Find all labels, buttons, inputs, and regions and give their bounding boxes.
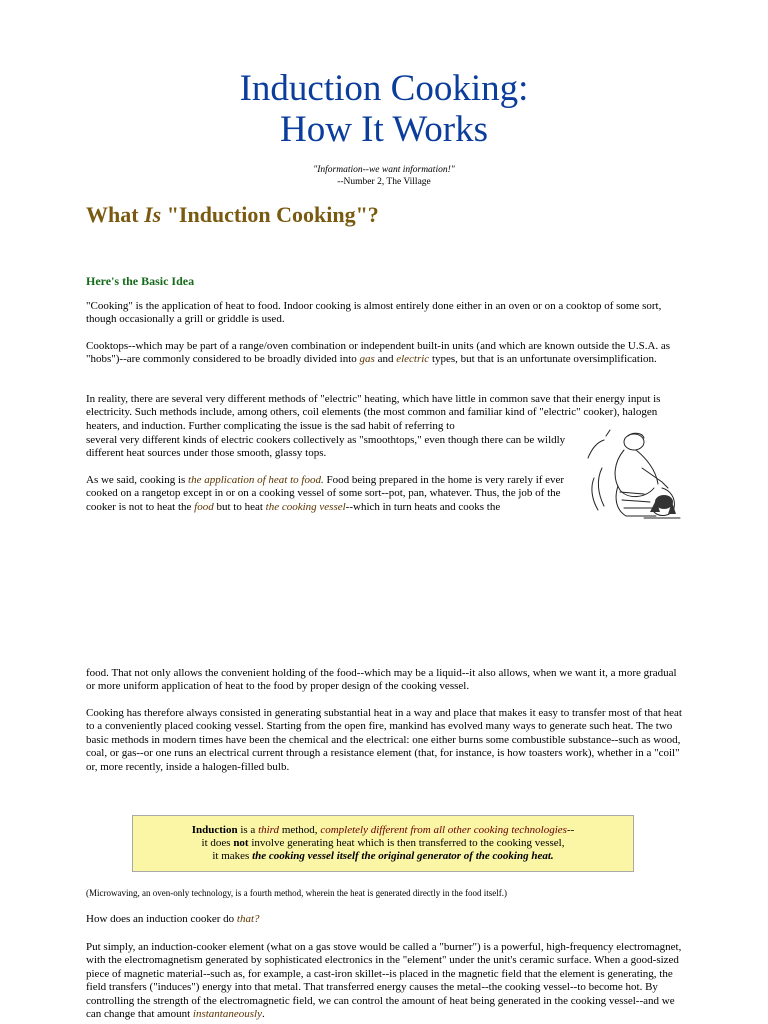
paragraph-smoothtops: several very different kinds of electric cookers collectively as "smoothtops," even though there can be wildly different heat sources under those smooth, glassy tops. <box>86 434 566 460</box>
p4-mid2: but to heat <box>213 500 266 513</box>
p2-gas: gas <box>359 353 375 366</box>
paragraph-food-holding: food. That not only allows the convenient holding of the food--which may be a liquid--it also allows, when we want it, a more gradual or more uniform application of heat to the food by proper design of the cooking vessel. <box>86 667 677 693</box>
p9-post: . <box>261 1008 265 1021</box>
p4-em-application: the application of heat to food. <box>188 474 324 486</box>
paragraph-how-question <box>86 913 686 926</box>
title-line-2: How It Works <box>279 109 489 150</box>
callout-line1-c: -- <box>566 824 575 836</box>
section-heading-pre: What <box>86 202 145 227</box>
subheading-basic-idea: Here's the Basic Idea <box>86 274 195 288</box>
callout-line-1 <box>133 824 633 837</box>
paragraph-electric-methods: In reality, there are several very different methods of "electric" heating, which have little in common save that their energy input is electricity. Such methods include, among others, coil elements (the most common and familiar kind of "electric" cooker), halogen heaters, and induction. Further complicating the issue is the sad habit of referring to <box>86 393 661 432</box>
p9-pre: Put simply, an induction-cooker element (what on a gas stove would be called a "burner") is a powerful, high-frequency electromagnet, with the electromagnetism generated by sophisticated electronics in the "element" under the unit's ceramic surface. When a good-sized piece of magnetic material--such as, for example, a cast-iron skillet--is placed in the magnetic field that the element is generating, the field transfers ("induces") energy into that metal. That transferred energy causes the metal--the cooking vessel--to become hot. By controlling the strength of the electromagnetic field, we can control the amount of heat being generated in the cooking vessel--and we can change that amount <box>86 941 682 1021</box>
paragraph-microwaving-note: (Microwaving, an oven-only technology, is a fourth method, wherein the heat is generated directly in the food itself.) <box>86 888 508 898</box>
p4-post: --which in turn heats and cooks the <box>345 500 501 513</box>
title-line-1: Induction Cooking: <box>239 68 529 109</box>
paragraph-induction-explained <box>86 941 686 1021</box>
callout-line3-a: it makes <box>212 850 253 862</box>
callout-line1-a: is a <box>237 824 259 836</box>
section-heading <box>86 201 379 229</box>
p8-em-that: that? <box>236 913 260 925</box>
p8-pre: How does an induction cooker do <box>86 913 237 925</box>
section-heading-em: Is <box>144 202 162 227</box>
callout-not: not <box>233 837 249 849</box>
epigraph-attribution: --Number 2, The Village <box>337 177 431 187</box>
p2-electric: electric <box>396 353 430 366</box>
callout-em-third: third <box>258 824 280 836</box>
p4-pre: As we said, cooking is <box>86 474 189 486</box>
p2-post: types, but that is an unfortunate oversimplification. <box>429 353 657 366</box>
woman-cooking-over-fire-illustration <box>584 428 682 524</box>
p9-em-instantaneously: instantaneously <box>192 1008 262 1021</box>
induction-callout-box <box>132 815 634 872</box>
epigraph-quote: "Information--we want information!" <box>313 165 455 175</box>
paragraph-application-of-heat <box>86 474 566 514</box>
callout-line-2 <box>133 837 633 850</box>
p2-and: and <box>374 353 397 366</box>
callout-line2-b: involve generating heat which is then transferred to the cooking vessel, <box>248 837 565 849</box>
section-heading-post: "Induction Cooking"? <box>161 202 379 227</box>
p4-mid1: Food being prepared in the home is very rarely if ever cooked on a rangetop except in or on a cooking vessel of some sort--pot, pan, whatever. Thus, the job of the cooker is not to heat the <box>86 474 565 513</box>
paragraph-heat-generation: Cooking has therefore always consisted in generating substantial heat in a way and place that makes it easy to transfer most of that heat to a conveniently placed cooking vessel. Starting from the open fire, mankind has evolved many ways to generate such heat. The two basic methods in modern times have been the chemical and the electrical: one either burns some combustible substance--such as wood, coal, or gas--or one runs an electrical current through a resistance element (that, for instance, is how toasters work), whether in a "coil" or, more recently, inside a halogen-filled bulb. <box>86 707 682 773</box>
callout-induction: Induction <box>191 824 238 836</box>
p4-em-cooking-vessel: the cooking vessel <box>265 500 346 513</box>
page-title <box>0 68 768 150</box>
epigraph <box>0 164 768 188</box>
paragraph-cooktops <box>86 340 686 367</box>
callout-vessel-generator: the cooking vessel itself the original generator of the cooking heat. <box>252 850 554 862</box>
callout-line-3 <box>133 850 633 863</box>
callout-line1-b: method, <box>279 824 321 836</box>
p2-pre: Cooktops--which may be part of a range/oven combination or independent built-in units (and which are known outside the U.S.A. as "hobs")--are commonly considered to be broadly divided into <box>86 340 671 366</box>
callout-line2-a: it does <box>201 837 234 849</box>
p4-em-food: food <box>194 500 214 513</box>
paragraph-cooking-definition: "Cooking" is the application of heat to food. Indoor cooking is almost entirely done either in an oven or on a cooktop of some sort, though occasionally a grill or griddle is used. <box>86 300 662 326</box>
callout-em-different: completely different from all other cooking technologies <box>320 824 567 836</box>
